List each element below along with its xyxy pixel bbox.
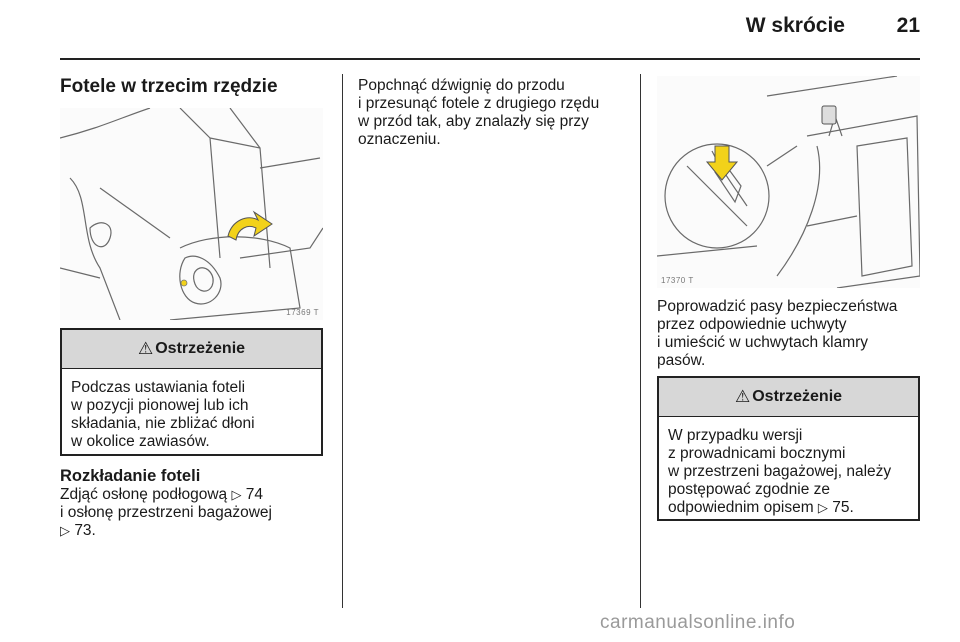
paragraph-line: [60, 486, 330, 504]
footer-watermark[interactable]: carmanualsonline.info: [600, 612, 796, 633]
subheading-unfolding: Rozkładanie foteli: [60, 467, 201, 485]
paragraph-line: i osłonę przestrzeni bagażowej: [60, 504, 272, 521]
section-title: Fotele w trzecim rzędzie: [60, 76, 278, 97]
warning-line: w okolice zawiasów.: [71, 433, 210, 450]
marker-dot-icon: [181, 280, 187, 286]
figure-number-1: 17369 T: [286, 308, 319, 317]
warning-line: składania, nie zbliżać dłoni: [71, 415, 255, 432]
paragraph-text: Zdjąć osłonę podłogową: [60, 486, 232, 503]
warning-line: [668, 499, 909, 517]
warning-box-1: [60, 328, 323, 456]
warning-header-2: [659, 378, 918, 417]
warning-line: Podczas ustawiania foteli: [71, 379, 246, 396]
instruction-route-belts: [657, 298, 932, 370]
page-reference-link[interactable]: 74: [245, 486, 264, 503]
page-reference-link[interactable]: 73.: [74, 522, 96, 539]
warning-body-1: [62, 369, 321, 461]
warning-heading-1: Ostrzeżenie: [155, 340, 246, 357]
paragraph-line: i przesunąć fotele z drugiego rzędu: [358, 95, 600, 112]
page-reference-link[interactable]: 75.: [832, 499, 854, 516]
warning-heading-2: Ostrzeżenie: [752, 388, 843, 405]
page-reference-icon: ▷: [817, 500, 828, 515]
warning-text: odpowiednim opisem: [668, 499, 818, 516]
column-divider-2: [640, 74, 641, 608]
warning-triangle-icon: ⚠: [734, 387, 751, 406]
paragraph-line: Popchnąć dźwignię do przodu: [358, 77, 565, 94]
page-reference-icon: ▷: [60, 523, 70, 538]
page-header-title: W skrócie: [745, 14, 845, 37]
paragraph-line: w przód tak, aby znalazły się przy: [358, 113, 589, 130]
warning-line: w przestrzeni bagażowej, należy: [668, 463, 892, 480]
warning-header-1: [62, 330, 321, 369]
warning-line: postępować zgodnie ze: [668, 481, 831, 498]
paragraph-line: [60, 522, 330, 540]
page-number: 21: [896, 14, 920, 37]
page-reference-icon: ▷: [231, 487, 242, 502]
warning-line: w pozycji pionowej lub ich: [71, 397, 249, 414]
warning-body-2: [659, 417, 918, 527]
instruction-push-lever: [358, 77, 633, 149]
warning-box-2: [657, 376, 920, 521]
column-divider-1: [342, 74, 343, 608]
figure-seat-hinge: [60, 108, 323, 320]
section-unfolding: [60, 466, 330, 540]
figure-seatbelt-holder: [657, 76, 920, 288]
seat-hinge-illustration: [60, 108, 323, 320]
paragraph-line: oznaczeniu.: [358, 131, 441, 148]
warning-line: z prowadnicami bocznymi: [668, 445, 846, 462]
paragraph-line: Poprowadzić pasy bezpieczeństwa: [657, 298, 898, 315]
figure-number-2: 17370 T: [661, 276, 694, 285]
seatbelt-holder-illustration: [657, 76, 920, 288]
header-divider: [60, 58, 920, 60]
paragraph-line: przez odpowiednie uchwyty: [657, 316, 847, 333]
warning-triangle-icon: ⚠: [137, 339, 154, 358]
warning-line: W przypadku wersji: [668, 427, 803, 444]
paragraph-line: pasów.: [657, 352, 706, 369]
paragraph-line: i umieścić w uchwytach klamry: [657, 334, 869, 351]
buckle-holder-icon: [822, 106, 836, 124]
